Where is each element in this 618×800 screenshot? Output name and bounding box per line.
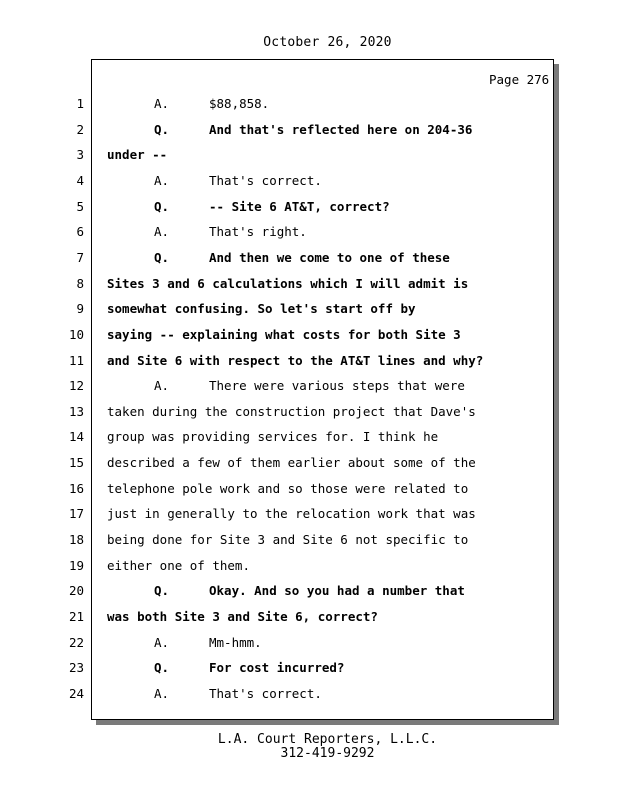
line-number: 17: [68, 506, 84, 521]
line-number: 7: [76, 250, 84, 265]
line-number: 8: [76, 276, 84, 291]
line-number: 6: [76, 224, 84, 239]
speaker-label: A.: [154, 173, 170, 188]
line-text: group was providing services for. I think he: [107, 429, 439, 444]
line-number: 19: [68, 558, 84, 573]
line-number: 12: [68, 378, 84, 393]
footer-company: L.A. Court Reporters, L.L.C.: [217, 732, 438, 747]
transcript-date: October 26, 2020: [263, 35, 392, 50]
speaker-label: Q.: [154, 250, 170, 265]
line-text: And then we come to one of these: [209, 250, 450, 265]
line-number: 24: [68, 686, 84, 701]
line-number: 1: [76, 96, 84, 111]
line-number: 15: [68, 455, 84, 470]
speaker-label: A.: [154, 224, 170, 239]
line-number: 5: [76, 199, 84, 214]
line-text: There were various steps that were: [209, 378, 465, 393]
footer-phone: 312-419-9292: [280, 746, 375, 761]
line-text: saying -- explaining what costs for both Site 3: [107, 327, 461, 342]
speaker-label: Q.: [154, 199, 170, 214]
speaker-label: A.: [154, 96, 170, 111]
line-text: And that's reflected here on 204-36: [209, 122, 473, 137]
line-text: telephone pole work and so those were related to: [107, 481, 469, 496]
line-number: 3: [76, 147, 84, 162]
line-text: under --: [107, 147, 168, 162]
line-number: 16: [68, 481, 84, 496]
footer: [0, 733, 618, 761]
speaker-label: A.: [154, 635, 170, 650]
speaker-label: Q.: [154, 583, 170, 598]
line-number: 13: [68, 404, 84, 419]
line-text: That's correct.: [209, 173, 322, 188]
speaker-label: A.: [154, 378, 170, 393]
line-number: 18: [68, 532, 84, 547]
line-number: 14: [68, 429, 84, 444]
line-number: 21: [68, 609, 84, 624]
line-text: described a few of them earlier about some of the: [107, 455, 476, 470]
line-text: either one of them.: [107, 558, 250, 573]
line-text: somewhat confusing. So let's start off by: [107, 301, 416, 316]
line-text: was both Site 3 and Site 6, correct?: [107, 609, 378, 624]
line-number: 23: [68, 660, 84, 675]
line-number: 22: [68, 635, 84, 650]
line-number: 11: [68, 353, 84, 368]
line-number: 20: [68, 583, 84, 598]
line-text: taken during the construction project that Dave's: [107, 404, 476, 419]
line-number: 10: [68, 327, 84, 342]
line-text: Mm-hmm.: [209, 635, 262, 650]
line-text: Sites 3 and 6 calculations which I will admit is: [107, 276, 469, 291]
line-text: That's right.: [209, 224, 307, 239]
line-text: For cost incurred?: [209, 660, 345, 675]
line-number: 9: [76, 301, 84, 316]
line-text: just in generally to the relocation work that was: [107, 506, 476, 521]
page-number: Page 276: [489, 72, 550, 87]
speaker-label: Q.: [154, 660, 170, 675]
line-text: being done for Site 3 and Site 6 not specific to: [107, 532, 469, 547]
line-number: 4: [76, 173, 84, 188]
speaker-label: Q.: [154, 122, 170, 137]
line-number: 2: [76, 122, 84, 137]
line-text: Okay. And so you had a number that: [209, 583, 465, 598]
speaker-label: A.: [154, 686, 170, 701]
line-text: $88,858.: [209, 96, 270, 111]
line-text: -- Site 6 AT&T, correct?: [209, 199, 390, 214]
line-text: That's correct.: [209, 686, 322, 701]
line-text: and Site 6 with respect to the AT&T lines and why?: [107, 353, 484, 368]
